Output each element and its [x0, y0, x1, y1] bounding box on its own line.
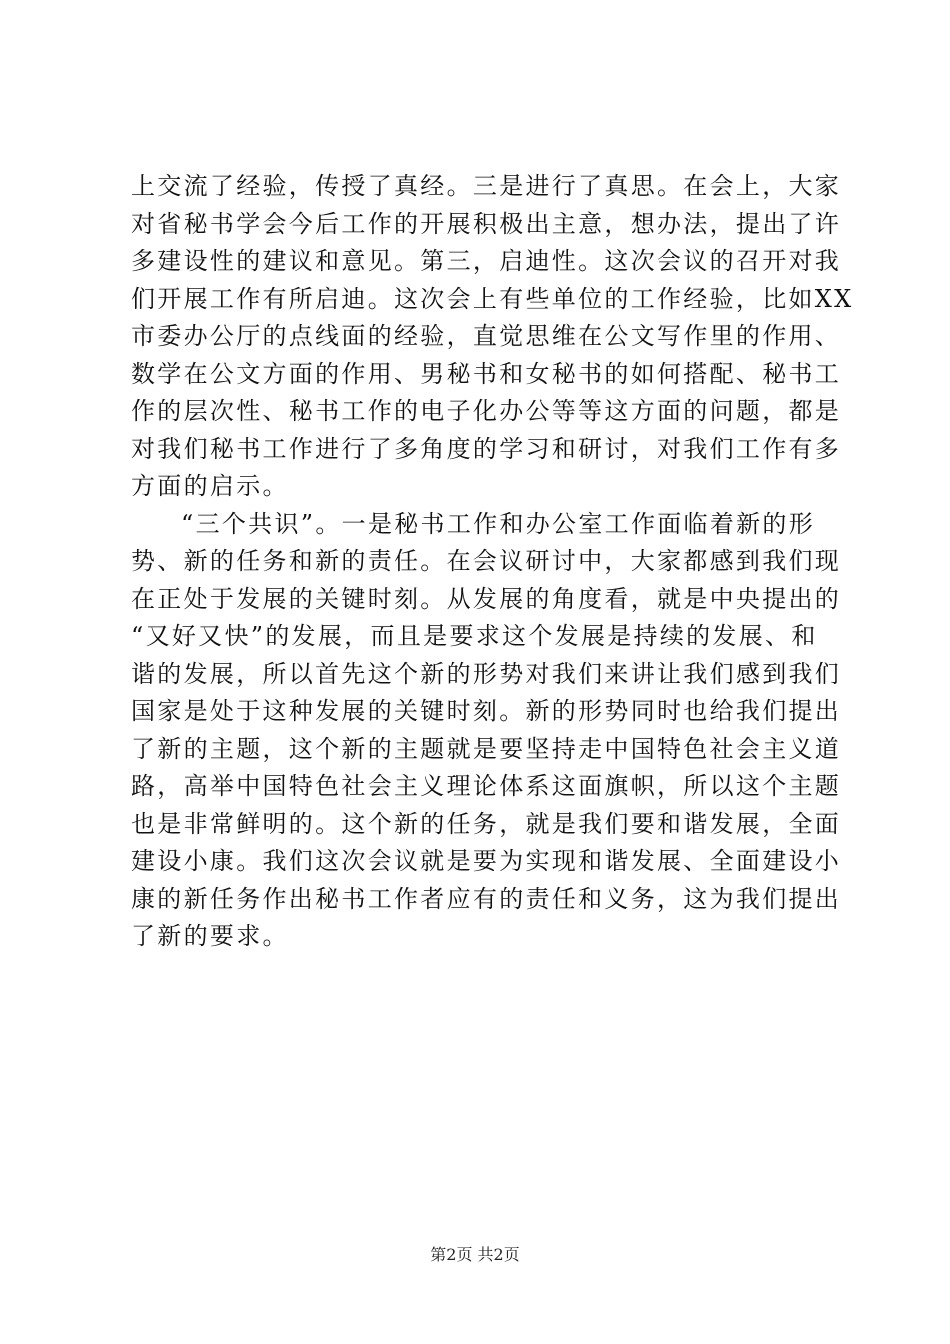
text-line: 上交流了经验，传授了真经。三是进行了真思。在会上，大家 [131, 172, 842, 200]
text-line: 作的层次性、秘书工作的电子化办公等等这方面的问题，都是 [131, 397, 842, 425]
text-line: 市委办公厅的点线面的经验，直觉思维在公文写作里的作用、 [131, 322, 842, 350]
text-line: 在正处于发展的关键时刻。从发展的角度看，就是中央提出的 [131, 584, 842, 613]
text-line: 路，高举中国特色社会主义理论体系这面旗帜，所以这个主题 [131, 772, 842, 800]
text-line: 国家是处于这种发展的关键时刻。新的形势同时也给我们提出 [131, 697, 842, 725]
text-line: 对我们秘书工作进行了多角度的学习和研讨，对我们工作有多 [131, 434, 842, 463]
paragraph [131, 506, 842, 956]
text-line: 也是非常鲜明的。这个新的任务，就是我们要和谐发展，全面 [131, 809, 842, 838]
text-line: 了新的主题，这个新的主题就是要坚持走中国特色社会主义道 [131, 734, 842, 763]
text-line: “又好又快”的发展，而且是要求这个发展是持续的发展、和 [131, 622, 818, 650]
text-line: 建设小康。我们这次会议就是要为实现和谐发展、全面建设小 [131, 847, 842, 875]
text-line: 数学在公文方面的作用、男秘书和女秘书的如何搭配、秘书工 [131, 359, 842, 388]
text-line: 们开展工作有所启迪。这次会上有些单位的工作经验，比如XX [131, 284, 854, 313]
text-line: 方面的启示。 [131, 472, 289, 500]
text-line: 多建设性的建议和意见。第三，启迪性。这次会议的召开对我 [131, 247, 842, 275]
text-line: 谐的发展，所以首先这个新的形势对我们来讲让我们感到我们 [131, 659, 842, 688]
text-line: 了新的要求。 [131, 922, 289, 950]
body-text [131, 168, 854, 956]
text-line: 康的新任务作出秘书工作者应有的责任和义务，这为我们提出 [131, 884, 842, 913]
text-line: 势、新的任务和新的责任。在会议研讨中，大家都感到我们现 [131, 547, 842, 575]
paragraph [131, 168, 854, 506]
text-line: 对省秘书学会今后工作的开展积极出主意，想办法，提出了许 [131, 209, 842, 238]
page-footer: 第2页 共2页 [430, 1245, 520, 1264]
text-line: “三个共识”。一是秘书工作和办公室工作面临着新的形 [181, 509, 816, 538]
